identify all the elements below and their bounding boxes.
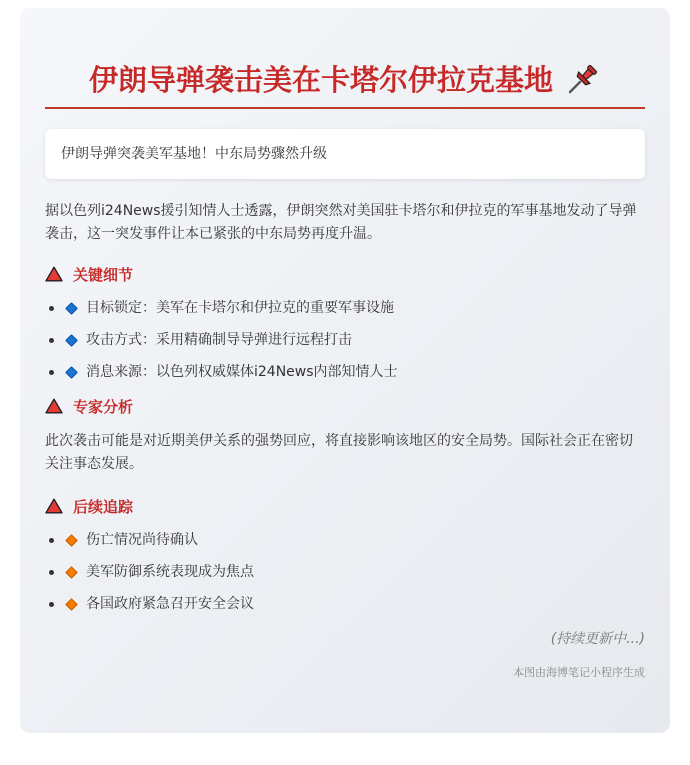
list-item-text: 美军防御系统表现成为焦点 xyxy=(86,564,254,580)
bullet-dot xyxy=(49,602,54,607)
list-item xyxy=(63,362,645,382)
warning-triangle-icon xyxy=(45,398,63,414)
updating-note: (持续更新中...) xyxy=(550,631,645,647)
warning-triangle-icon xyxy=(45,266,63,282)
list-item-text: 消息来源：以色列权威媒体i24News内部知情人士 xyxy=(86,364,398,380)
bullet-dot xyxy=(49,538,54,543)
list-item-text: 伤亡情况尚待确认 xyxy=(86,532,198,548)
section-heading-text: 后续追踪 xyxy=(73,497,134,516)
key-details-list xyxy=(45,298,645,382)
section-heading-expert-analysis xyxy=(45,394,645,418)
pushpin-icon xyxy=(565,61,601,97)
list-item xyxy=(63,562,645,582)
bullet-dot xyxy=(49,570,54,575)
orange-diamond-icon xyxy=(65,534,78,547)
bullet-dot xyxy=(49,306,54,311)
section-heading-key-details xyxy=(45,262,645,286)
blue-diamond-icon xyxy=(65,302,78,315)
orange-diamond-icon xyxy=(65,598,78,611)
list-item-text: 攻击方式：采用精确制导导弹进行远程打击 xyxy=(86,332,352,348)
footer-credit: 本图由海博笔记小程序生成 xyxy=(513,666,645,679)
subtitle-box xyxy=(45,129,645,179)
section-heading-follow-up xyxy=(45,494,645,518)
list-item xyxy=(63,530,645,550)
list-item-text: 目标锁定：美军在卡塔尔和伊拉克的重要军事设施 xyxy=(86,300,394,316)
list-item-text: 各国政府紧急召开安全会议 xyxy=(86,596,254,612)
expert-analysis-paragraph: 此次袭击可能是对近期美伊关系的强势回应，将直接影响该地区的安全局势。国际社会正在密切关注事态发展。 xyxy=(45,433,633,472)
blue-diamond-icon xyxy=(65,334,78,347)
list-item xyxy=(63,330,645,350)
title-area xyxy=(45,58,645,109)
blue-diamond-icon xyxy=(65,366,78,379)
subtitle-text: 伊朗导弹突袭美军基地！中东局势骤然升级 xyxy=(61,146,327,162)
follow-up-list xyxy=(45,530,645,614)
intro-paragraph: 据以色列i24News援引知情人士透露，伊朗突然对美国驻卡塔尔和伊拉克的军事基地发动了导弹袭击，这一突发事件让本已紧张的中东局势再度升温。 xyxy=(45,203,637,242)
orange-diamond-icon xyxy=(65,566,78,579)
section-heading-text: 关键细节 xyxy=(73,265,134,284)
bullet-dot xyxy=(49,338,54,343)
section-heading-text: 专家分析 xyxy=(73,397,134,416)
page-title-text: 伊朗导弹袭击美在卡塔尔伊拉克基地 xyxy=(88,63,553,97)
list-item xyxy=(63,298,645,318)
news-card xyxy=(20,8,670,733)
warning-triangle-icon xyxy=(45,498,63,514)
bullet-dot xyxy=(49,370,54,375)
page-title xyxy=(89,58,601,99)
list-item xyxy=(63,594,645,614)
